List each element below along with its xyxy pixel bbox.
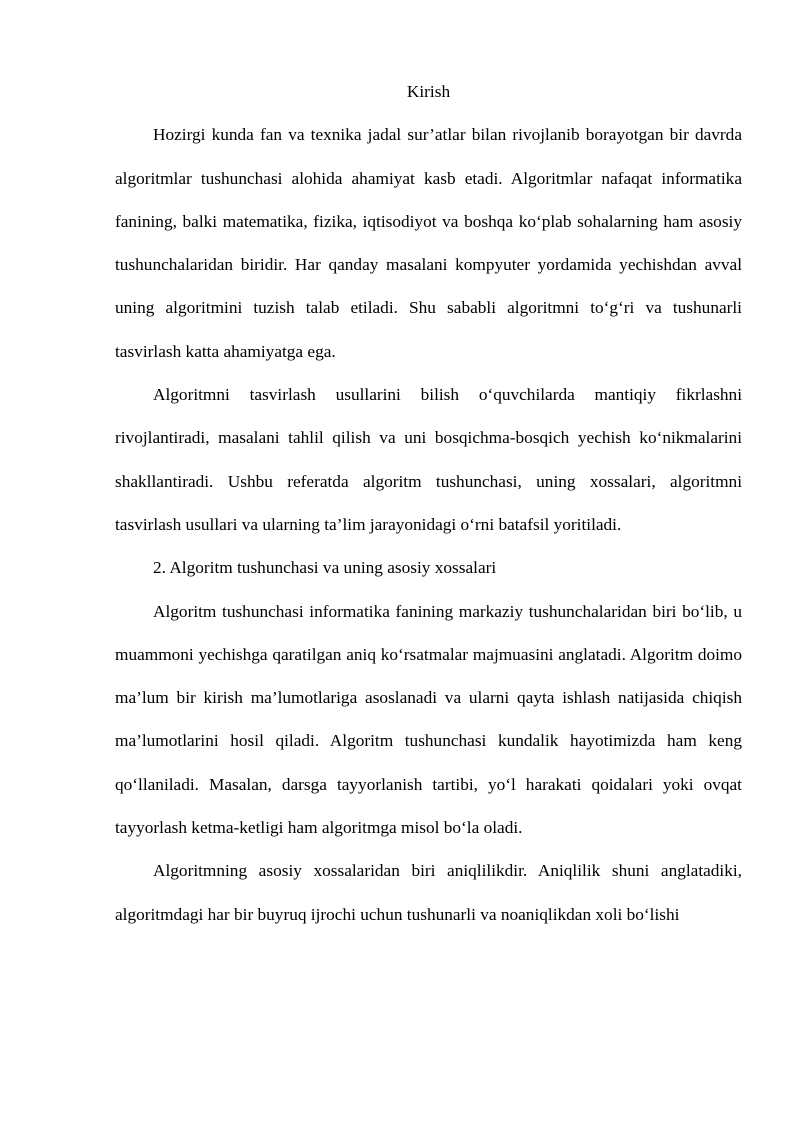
document-title: Kirish (406, 82, 451, 101)
document-body (115, 70, 742, 936)
section-paragraph-1: Algoritm tushunchasi informatika fanining markaziy tushunchalaridan biri bo‘lib, u muammoni yechishga qaratilgan aniq ko‘rsatmalar majmuasini anglatadi. Algoritm doimo ma’lum bir kirish ma’lumotlariga asoslanadi va ularni qayta ishlash natijasida chiqish ma’lumotlarini hosil qiladi. Algoritm tushunchasi kundalik hayotimizda ham keng qo‘llaniladi. Masalan, darsga tayyorlanish tartibi, yo‘l harakati qoidalari yoki ovqat tayyorlash ketma-ketligi ham algoritmga misol bo‘la oladi. (115, 601, 742, 838)
section-paragraph-2: Algoritmning asosiy xossalaridan biri aniqlilikdir. Aniqlilik shuni anglatadiki, algoritmdagi har bir buyruq ijrochi uchun tushunarli va noaniqlikdan xoli bo‘lishi (115, 861, 742, 924)
intro-paragraph-1: Hozirgi kunda fan va texnika jadal sur’atlar bilan rivojlanib borayotgan bir davrda algoritmlar tushunchasi alohida ahamiyat kasb etadi. Algoritmlar nafaqat informatika fanining, balki matematika, fizika, iqtisodiyot va boshqa ko‘plab sohalarning ham asosiy tushunchalaridan biridir. Har qanday masalani kompyuter yordamida yechishdan avval uning algoritmini tuzish talab etiladi. Shu sababli algoritmni to‘g‘ri va tushunarli tasvirlash katta ahamiyatga ega. (115, 125, 742, 361)
section-heading: 2. Algoritm tushunchasi va uning asosiy xossalari (153, 558, 497, 578)
intro-paragraph-2: Algoritmni tasvirlash usullarini bilish o‘quvchilarda mantiqiy fikrlashni rivojlantiradi, masalani tahlil qilish va uni bosqichma-bosqich yechish ko‘nikmalarini shakllantiradi. Ushbu referatda algoritm tushunchasi, uning xossalari, algoritmni tasvirlash usullari va ularning ta’lim jarayonidagi o‘rni batafsil yoritiladi. (115, 385, 742, 534)
